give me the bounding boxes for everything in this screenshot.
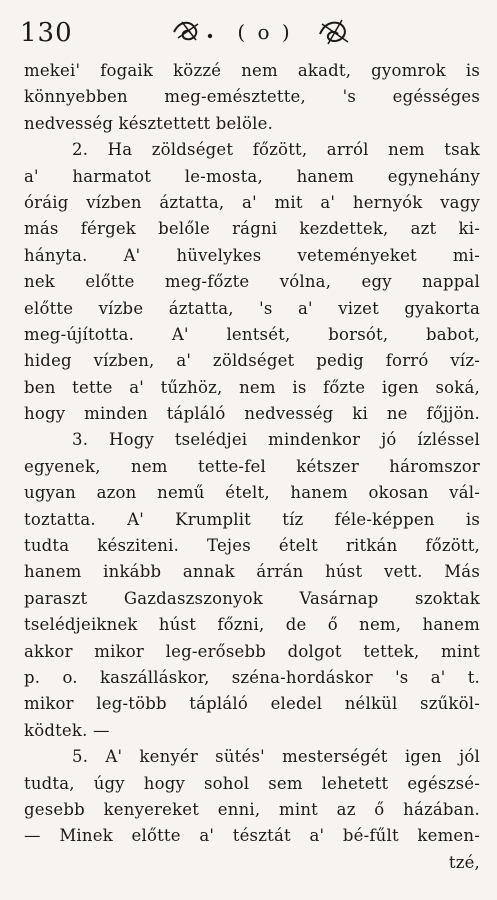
ornament-text: ( o ) [237, 20, 293, 44]
text-line: hányta. A' hüvelykes veteményeket mi- [24, 245, 480, 265]
text-line: tzé, [448, 852, 480, 872]
text-line: tselédjeiknek húst főzni, de ő nem, hanem [24, 615, 480, 635]
page-header [0, 12, 497, 52]
text-line: ugyan azon nemű ételt, hanem okosan vál- [24, 483, 480, 503]
text-line: nek előtte meg-főzte vólna, egy nappal [24, 272, 480, 292]
body-text [24, 58, 480, 876]
text-line: toztatta. A' Krumplit tíz féle-képpen is [24, 509, 480, 529]
text-line: mekei' fogaik közzé nem akadt, gyomrok is [24, 61, 480, 80]
text-line: óráig vízben áztatta, a' mit a' hernyók vagy [24, 192, 480, 212]
text-line: tudta késziteni. Tejes ételt ritkán főzött, [24, 536, 480, 556]
text-line: egyenek, nem tette-fel kétszer háromszor [24, 456, 480, 476]
text-line: hogy minden tápláló nedvesség ki ne főjjön. [24, 404, 480, 424]
text-line: paraszt Gazdaszszonyok Vasárnap szoktak [24, 588, 480, 608]
text-line: előtte vízbe áztatta, 's a' vizet gyakorta [24, 298, 480, 318]
text-line: — Minek előtte a' tésztát a' bé-fűlt kemen- [24, 826, 480, 846]
text-line: a' harmatot le-mosta, hanem egynehány [24, 166, 480, 186]
text-line: tudta, úgy hogy sohol sem lehetett egészsé- [24, 773, 480, 793]
text-line: könnyebben meg-emésztette, 's egésséges [24, 87, 480, 107]
text-line: ködtek. — [24, 720, 110, 740]
text-line: meg-újította. A' lentsét, borsót, babot, [24, 324, 480, 344]
text-line: hanem inkább annak árrán húst vett. Más [24, 562, 480, 582]
text-line: ben tette a' tűzhöz, nem is főzte igen soká, [24, 377, 480, 397]
text-line: gesebb kenyereket enni, mint az ő házában. [24, 799, 480, 819]
text-line: p. o. kaszálláskor, széna-hordáskor 's a' t. [24, 667, 480, 687]
decorative-ornament-icon [170, 14, 360, 50]
text-line: nedvesség késztettett belöle. [24, 113, 274, 133]
text-line: akkor mikor leg-erősebb dolgot tettek, mint [24, 641, 480, 661]
text-line: 2. Ha zöldséget főzött, arról nem tsak [72, 140, 480, 160]
text-line: más férgek belőle rágni kezdettek, azt ki- [24, 219, 480, 239]
text-line: hideg vízben, a' zöldséget pedig forró víz- [24, 351, 480, 371]
page-number: 130 [20, 18, 73, 48]
text-line: 5. A' kenyér sütés' mesterségét igen jól [72, 747, 480, 767]
text-line: mikor leg-több tápláló eledel nélkül szűköl- [24, 694, 480, 714]
text-line: 3. Hogy tselédjei mindenkor jó ízléssel [72, 430, 480, 450]
